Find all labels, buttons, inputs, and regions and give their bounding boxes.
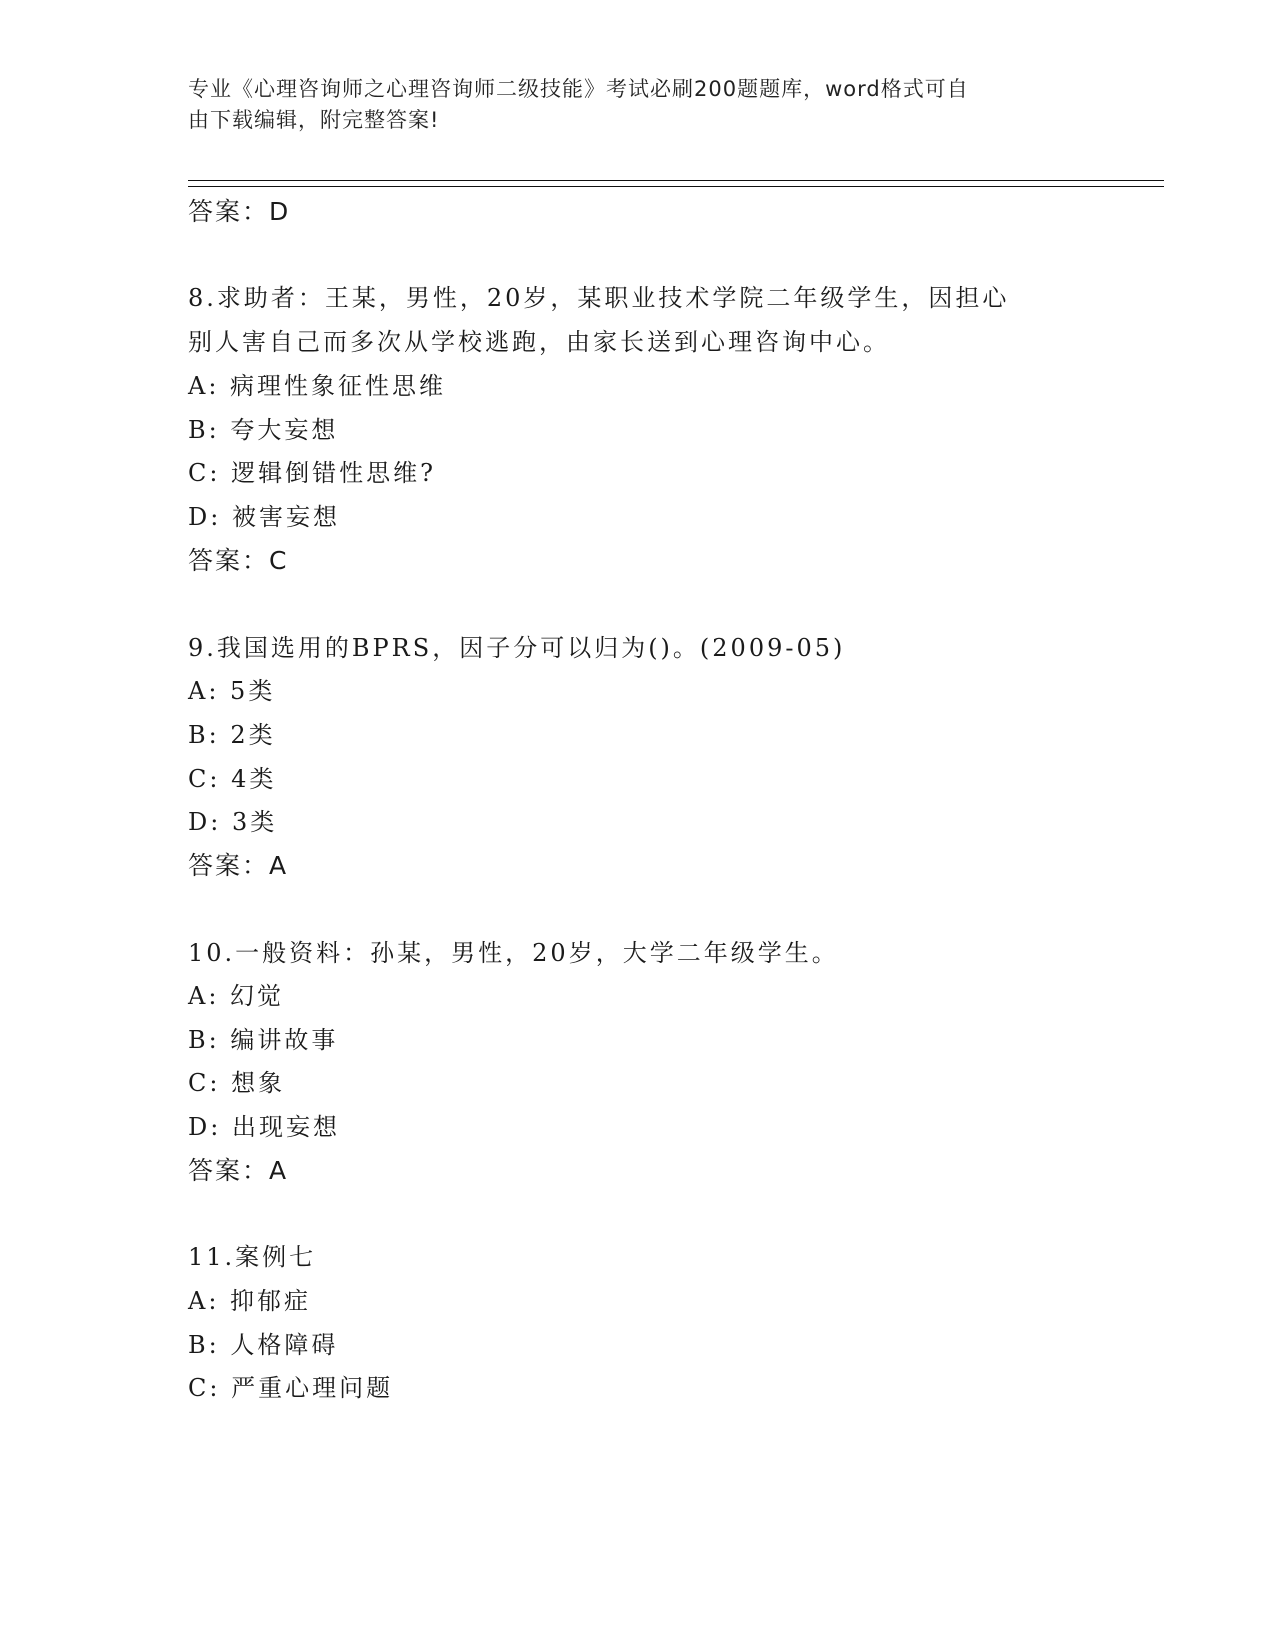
question-9-option-b: B: 2类 bbox=[188, 721, 276, 749]
document-header bbox=[188, 74, 1068, 136]
question-8-option-b: B: 夸大妄想 bbox=[188, 416, 339, 444]
question-10-option-a: A: 幻觉 bbox=[188, 982, 285, 1010]
question-10-option-c: C: 想象 bbox=[188, 1069, 286, 1097]
question-9-answer: 答案：A bbox=[188, 851, 289, 880]
question-9-option-d: D: 3类 bbox=[188, 808, 278, 836]
question-11-stem: 11.案例七 bbox=[188, 1243, 317, 1271]
question-10-option-b: B: 编讲故事 bbox=[188, 1026, 339, 1054]
question-11-option-c: C: 严重心理问题 bbox=[188, 1374, 394, 1402]
question-8-answer: 答案：C bbox=[188, 546, 289, 575]
question-10-answer: 答案：A bbox=[188, 1156, 289, 1185]
question-8-stem-line-1: 8.求助者：王某，男性，20岁，某职业技术学院二年级学生，因担心 bbox=[188, 284, 1010, 312]
question-8-option-c: C: 逻辑倒错性思维? bbox=[188, 459, 436, 487]
question-10-option-d: D: 出现妄想 bbox=[188, 1113, 340, 1141]
question-9-option-a: A: 5类 bbox=[188, 677, 276, 705]
header-rule-top bbox=[188, 180, 1164, 181]
header-line-1: 专业《心理咨询师之心理咨询师二级技能》考试必刷200题题库，word格式可自 bbox=[188, 77, 969, 101]
header-rule-bottom bbox=[188, 186, 1164, 187]
question-9-option-c: C: 4类 bbox=[188, 765, 277, 793]
question-11-option-a: A: 抑郁症 bbox=[188, 1287, 312, 1315]
previous-answer: 答案：D bbox=[188, 197, 291, 226]
question-9-stem: 9.我国选用的BPRS，因子分可以归为()。(2009-05) bbox=[188, 634, 846, 662]
question-8-option-d: D: 被害妄想 bbox=[188, 503, 340, 531]
question-8-option-a: A: 病理性象征性思维 bbox=[188, 372, 447, 400]
header-line-2: 由下载编辑，附完整答案! bbox=[188, 108, 440, 132]
question-11-option-b: B: 人格障碍 bbox=[188, 1331, 339, 1359]
question-10-stem: 10.一般资料：孙某，男性，20岁，大学二年级学生。 bbox=[188, 939, 839, 967]
question-8-stem-line-2: 别人害自己而多次从学校逃跑，由家长送到心理咨询中心。 bbox=[188, 328, 890, 356]
